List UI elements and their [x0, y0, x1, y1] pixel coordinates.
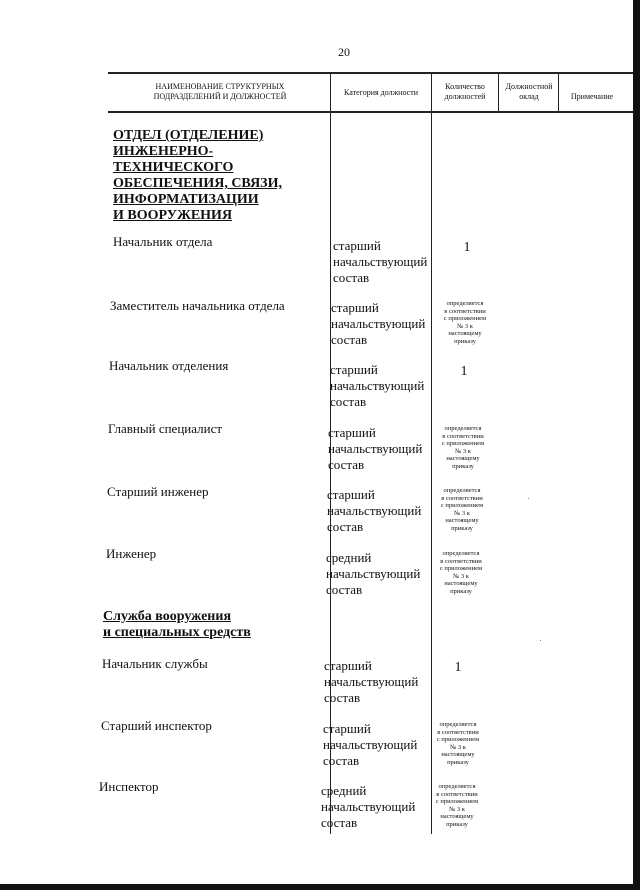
quantity-note-line: настоящему — [448, 330, 482, 337]
quantity-note-line: приказу — [447, 758, 469, 766]
category-line: старший — [327, 487, 375, 502]
position-quantity: 1 — [463, 240, 471, 255]
quantity-note-line: определяется — [439, 721, 477, 728]
quantity-note-line: определяется — [438, 783, 476, 790]
quantity-note-line: в соответствии — [441, 494, 483, 502]
quantity-note-line: № 3 к — [453, 572, 469, 580]
header-col-name: НАИМЕНОВАНИЕ СТРУКТУРНЫХ ПОДРАЗДЕЛЕНИЙ И ДОЛЖНОСТЕЙ — [153, 82, 287, 101]
quantity-note-line: настоящему — [444, 580, 478, 587]
position-category — [323, 721, 417, 769]
position-name: Начальник отделения — [109, 358, 229, 373]
section-title-service — [103, 609, 251, 641]
position-name: Старший инженер — [107, 484, 209, 499]
position-quantity: 1 — [460, 364, 468, 379]
quantity-note — [426, 783, 488, 828]
quantity-note-line: приказу — [451, 524, 473, 532]
quantity-note-line: настоящему — [446, 455, 480, 462]
section-title-line: ОБЕСПЕЧЕНИЯ, СВЯЗИ, — [113, 176, 282, 191]
position-name: Заместитель начальника отдела — [110, 298, 285, 313]
quantity-note-line: приказу — [450, 587, 472, 595]
category-line: начальствующий — [331, 316, 426, 331]
category-line: старший — [323, 721, 371, 736]
category-line: начальствующий — [328, 441, 423, 456]
position-category — [330, 362, 424, 410]
position-name: Инженер — [106, 546, 157, 561]
quantity-note — [432, 425, 494, 470]
quantity-note-line: определяется — [442, 550, 480, 557]
position-category — [327, 487, 421, 535]
quantity-note — [430, 550, 492, 595]
quantity-note-line: № 3 к — [454, 509, 470, 517]
category-line: состав — [327, 519, 364, 534]
category-line: начальствующий — [323, 737, 418, 752]
quantity-note — [431, 487, 493, 532]
header-col-category: Категория должности — [344, 88, 418, 97]
scan-speck — [528, 498, 529, 499]
quantity-note-line: с приложением — [440, 502, 484, 509]
quantity-note-line: № 3 к — [457, 322, 473, 330]
quantity-note-line: в соответствии — [444, 307, 486, 315]
section-title-department — [113, 128, 282, 224]
section-title-line: Служба вооружения — [103, 609, 232, 624]
quantity-note-line: приказу — [446, 820, 468, 828]
quantity-note-line: с приложением — [443, 315, 487, 322]
category-line: средний — [321, 783, 367, 798]
quantity-note-line: № 3 к — [449, 805, 465, 813]
position-name: Старший инспектор — [101, 718, 212, 733]
quantity-note-line: в соответствии — [440, 557, 482, 565]
position-name: Начальник отдела — [113, 234, 213, 249]
header-col-salary: Должностной оклад — [505, 82, 553, 101]
quantity-note-line: настоящему — [445, 517, 479, 524]
quantity-note-line: приказу — [454, 337, 476, 345]
category-line: состав — [330, 394, 367, 409]
header-top-rule — [108, 72, 633, 74]
header-col-quantity: Количество должностей — [444, 82, 486, 101]
section-title-line: ОТДЕЛ (ОТДЕЛЕНИЕ) — [113, 128, 264, 143]
category-line: старший — [330, 362, 378, 377]
position-name: Главный специалист — [108, 421, 223, 436]
quantity-note-line: настоящему — [441, 751, 475, 758]
quantity-note-line: в соответствии — [442, 432, 484, 440]
category-line: состав — [328, 457, 365, 472]
quantity-note-line: определяется — [444, 425, 482, 432]
scan-edge-right — [633, 0, 640, 890]
category-line: начальствующий — [330, 378, 425, 393]
scan-edge-bottom — [0, 884, 640, 890]
category-line: начальствующий — [326, 566, 421, 581]
category-line: старший — [328, 425, 376, 440]
category-line: средний — [326, 550, 372, 565]
position-category — [326, 550, 420, 598]
position-name: Инспектор — [99, 779, 159, 794]
quantity-note-line: № 3 к — [455, 447, 471, 455]
quantity-note-line: № 3 к — [450, 743, 466, 751]
category-line: старший — [333, 238, 381, 253]
column-divider-4 — [558, 74, 559, 112]
category-line: старший — [324, 658, 372, 673]
section-title-line: И ВООРУЖЕНИЯ — [113, 208, 233, 223]
category-line: состав — [321, 815, 358, 830]
quantity-note-line: с приложением — [436, 736, 480, 743]
position-quantity: 1 — [454, 660, 462, 675]
position-category — [333, 238, 427, 286]
scan-speck — [540, 640, 541, 641]
quantity-note-line: в соответствии — [436, 790, 478, 798]
position-category — [324, 658, 418, 706]
quantity-note-line: с приложением — [435, 798, 479, 805]
quantity-note — [434, 300, 496, 345]
position-category — [321, 783, 415, 831]
quantity-note-line: в соответствии — [437, 728, 479, 736]
page-number: 20 — [338, 45, 350, 59]
category-line: начальствующий — [321, 799, 416, 814]
section-title-line: и специальных средств — [103, 625, 251, 640]
quantity-note-line: настоящему — [440, 813, 474, 820]
quantity-note-line: приказу — [452, 462, 474, 470]
category-line: начальствующий — [327, 503, 422, 518]
position-category — [328, 425, 422, 473]
category-line: состав — [333, 270, 370, 285]
position-name: Начальник службы — [102, 656, 208, 671]
column-divider-3 — [498, 74, 499, 112]
section-title-line: ТЕХНИЧЕСКОГО — [113, 160, 234, 175]
quantity-note-line: с приложением — [439, 565, 483, 572]
header-col-note: Примечание — [570, 92, 614, 101]
category-line: состав — [326, 582, 363, 597]
category-line: состав — [331, 332, 368, 347]
category-line: состав — [324, 690, 361, 705]
category-line: старший — [331, 300, 379, 315]
category-line: начальствующий — [324, 674, 419, 689]
header-bottom-rule — [108, 111, 633, 113]
quantity-note — [427, 721, 489, 766]
quantity-note-line: определяется — [443, 487, 481, 494]
section-title-line: ИНЖЕНЕРНО- — [113, 144, 214, 159]
section-title-line: ИНФОРМАТИЗАЦИИ — [113, 192, 259, 207]
quantity-note-line: с приложением — [441, 440, 485, 447]
quantity-note-line: определяется — [446, 300, 484, 307]
position-category — [331, 300, 425, 348]
category-line: состав — [323, 753, 360, 768]
category-line: начальствующий — [333, 254, 428, 269]
